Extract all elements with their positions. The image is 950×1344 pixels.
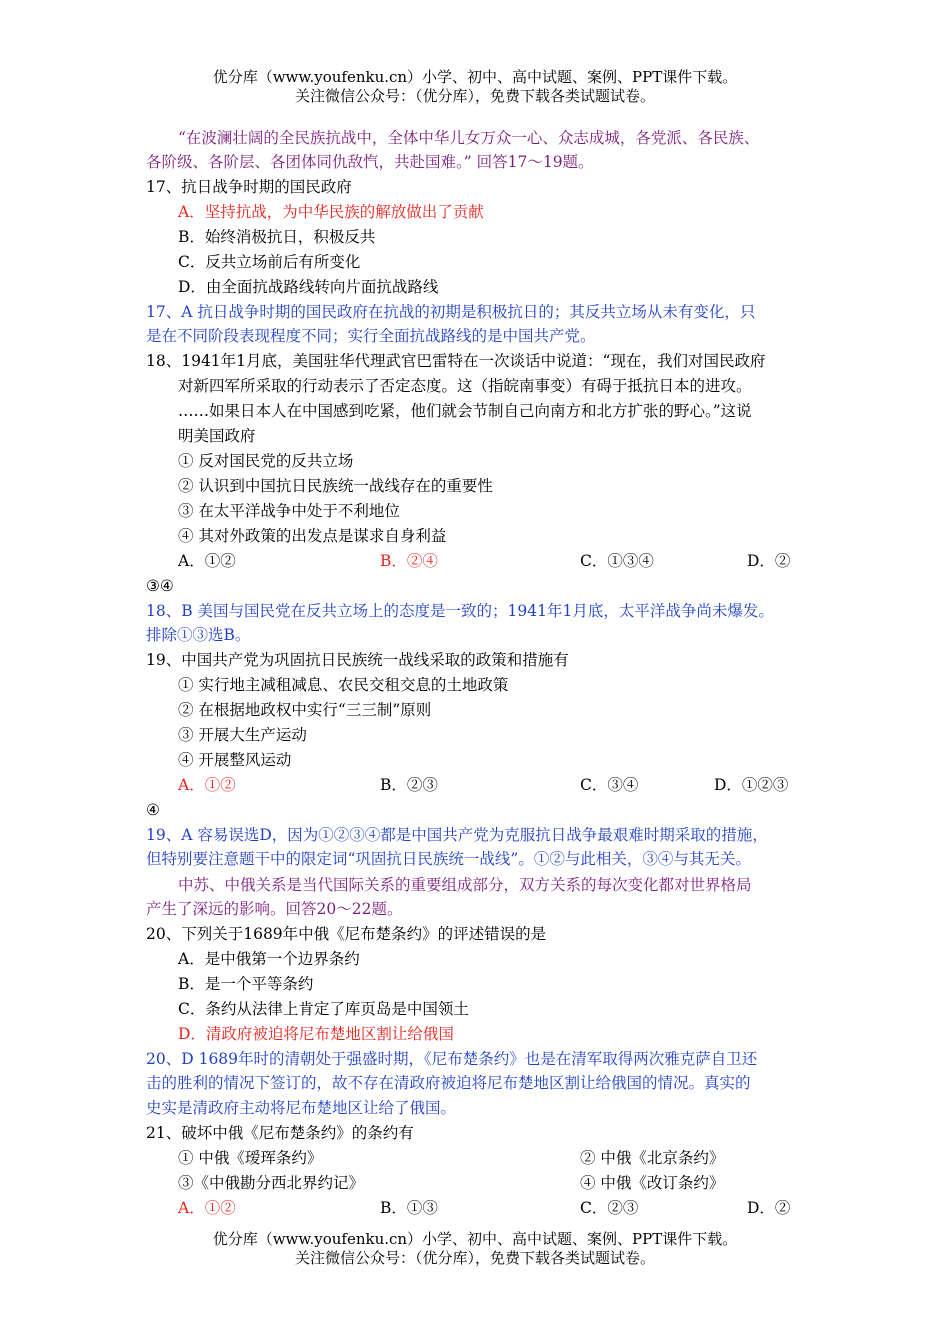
q18-stem-line-1: 18、1941年1月底，美国驻华代理武官巴雷特在一次谈话中说道：“现在，我们对国民政府	[146, 352, 766, 370]
q18-option-b: B．②④	[380, 552, 438, 570]
q17-option-d: D．由全面抗战路线转向片面抗战路线	[178, 278, 439, 296]
q19-option-b: B．②③	[380, 776, 438, 794]
q17-option-a: A．坚持抗战，为中华民族的解放做出了贡献	[178, 203, 484, 221]
q18-option-d-continued: ③④	[146, 577, 174, 595]
q20-option-d: D．清政府被迫将尼布楚地区割让给俄国	[178, 1025, 454, 1043]
intro-2-line-1: 中苏、中俄关系是当代国际关系的重要组成部分，双方关系的每次变化都对世界格局	[178, 876, 752, 894]
q17-option-b: B．始终消极抗日，积极反共	[178, 228, 376, 246]
q18-option-d: D．②	[747, 552, 791, 570]
q18-item-2: ② 认识到中国抗日民族统一战线存在的重要性	[178, 477, 493, 495]
q18-option-c: C．①③④	[580, 552, 654, 570]
q18-stem-line-3: ……如果日本人在中国感到吃紧，他们就会节制自己向南方和北方扩张的野心。”这说	[178, 402, 752, 420]
q21-item-2: ② 中俄《北京条约》	[580, 1149, 725, 1167]
intro-1-line-2: 各阶级、各阶层、各团体同仇敌忾，共赴国难。” 回答17～19题。	[146, 153, 594, 171]
q19-item-1: ① 实行地主减租减息、农民交租交息的土地政策	[178, 676, 509, 694]
footer-line-1: 优分库（www.youfenku.cn）小学、初中、高中试题、案例、PPT课件下载。	[212, 1230, 738, 1248]
q18-stem-line-4: 明美国政府	[178, 427, 256, 445]
q17-stem: 17、抗日战争时期的国民政府	[146, 178, 352, 196]
q18-item-1: ① 反对国民党的反共立场	[178, 452, 354, 470]
q18-stem-line-2: 对新四军所采取的行动表示了否定态度。这（指皖南事变）有碍于抵抗日本的进攻。	[178, 377, 752, 395]
q19-option-a: A．①②	[178, 776, 236, 794]
q21-item-3: ③《中俄勘分西北界约记》	[178, 1174, 365, 1192]
q21-option-b: B．①③	[380, 1199, 438, 1217]
q18-item-3: ③ 在太平洋战争中处于不利地位	[178, 502, 400, 520]
q17-answer-line-2: 是在不同阶段表现程度不同；实行全面抗战路线的是中国共产党。	[146, 327, 596, 345]
q17-answer-line-1: 17、A 抗日战争时期的国民政府在抗战的初期是积极抗日的；其反共立场从未有变化，只	[146, 303, 756, 321]
q21-option-d: D．②	[747, 1199, 791, 1217]
q19-option-d: D．①②③	[714, 776, 789, 794]
q19-item-3: ③ 开展大生产运动	[178, 726, 307, 744]
intro-2-line-2: 产生了深远的影响。回答20～22题。	[146, 900, 403, 918]
q19-answer-line-1: 19、A 容易误选D，因为①②③④都是中国共产党为克服抗日战争最艰难时期采取的措施，	[146, 826, 768, 844]
q20-option-c: C．条约从法律上肯定了库页岛是中国领土	[178, 1000, 469, 1018]
q21-stem: 21、破坏中俄《尼布楚条约》的条约有	[146, 1124, 414, 1142]
q18-option-a: A．①②	[178, 552, 236, 570]
q19-stem: 19、中国共产党为巩固抗日民族统一战线采取的政策和措施有	[146, 651, 569, 669]
q17-option-c: C．反共立场前后有所变化	[178, 253, 361, 271]
q20-option-b: B．是一个平等条约	[178, 975, 314, 993]
q21-option-a: A．①②	[178, 1199, 236, 1217]
q21-item-4: ④ 中俄《改订条约》	[580, 1174, 725, 1192]
intro-1-line-1: “在波澜壮阔的全民族抗战中，全体中华儿女万众一心、众志成城，各党派、各民族、	[178, 129, 760, 147]
q19-item-2: ② 在根据地政权中实行“三三制”原则	[178, 701, 432, 719]
q19-item-4: ④ 开展整风运动	[178, 751, 292, 769]
header-line-2: 关注微信公众号：（优分库），免费下载各类试题试卷。	[294, 87, 655, 105]
q20-option-a: A．是中俄第一个边界条约	[178, 950, 360, 968]
q20-answer-line-2: 击的胜利的情况下签订的，故不存在清政府被迫将尼布楚地区割让给俄国的情况。真实的	[146, 1074, 751, 1092]
q21-option-c: C．②③	[580, 1199, 639, 1217]
q18-item-4: ④ 其对外政策的出发点是谋求自身利益	[178, 527, 447, 545]
q19-answer-line-2: 但特别要注意题干中的限定词“巩固抗日民族统一战线”。①②与此相关，③④与其无关。	[146, 850, 751, 868]
footer-line-2: 关注微信公众号：（优分库），免费下载各类试题试卷。	[294, 1249, 655, 1267]
q18-answer-line-2: 排除①③选B。	[146, 626, 251, 644]
q18-answer-line-1: 18、B 美国与国民党在反共立场上的态度是一致的；1941年1月底，太平洋战争尚未爆发。	[146, 602, 774, 620]
q20-answer-line-1: 20、D 1689年时的清朝处于强盛时期，《尼布楚条约》也是在清军取得两次雅克萨自卫还	[146, 1050, 758, 1068]
header-line-1: 优分库（www.youfenku.cn）小学、初中、高中试题、案例、PPT课件下载。	[212, 68, 738, 86]
q19-option-c: C．③④	[580, 776, 639, 794]
q19-option-d-continued: ④	[146, 801, 160, 819]
q21-item-1: ① 中俄《瑷珲条约》	[178, 1149, 323, 1167]
q20-answer-line-3: 史实是清政府主动将尼布楚地区让给了俄国。	[146, 1099, 457, 1117]
q20-stem: 20、下列关于1689年中俄《尼布楚条约》的评述错误的是	[146, 925, 547, 943]
